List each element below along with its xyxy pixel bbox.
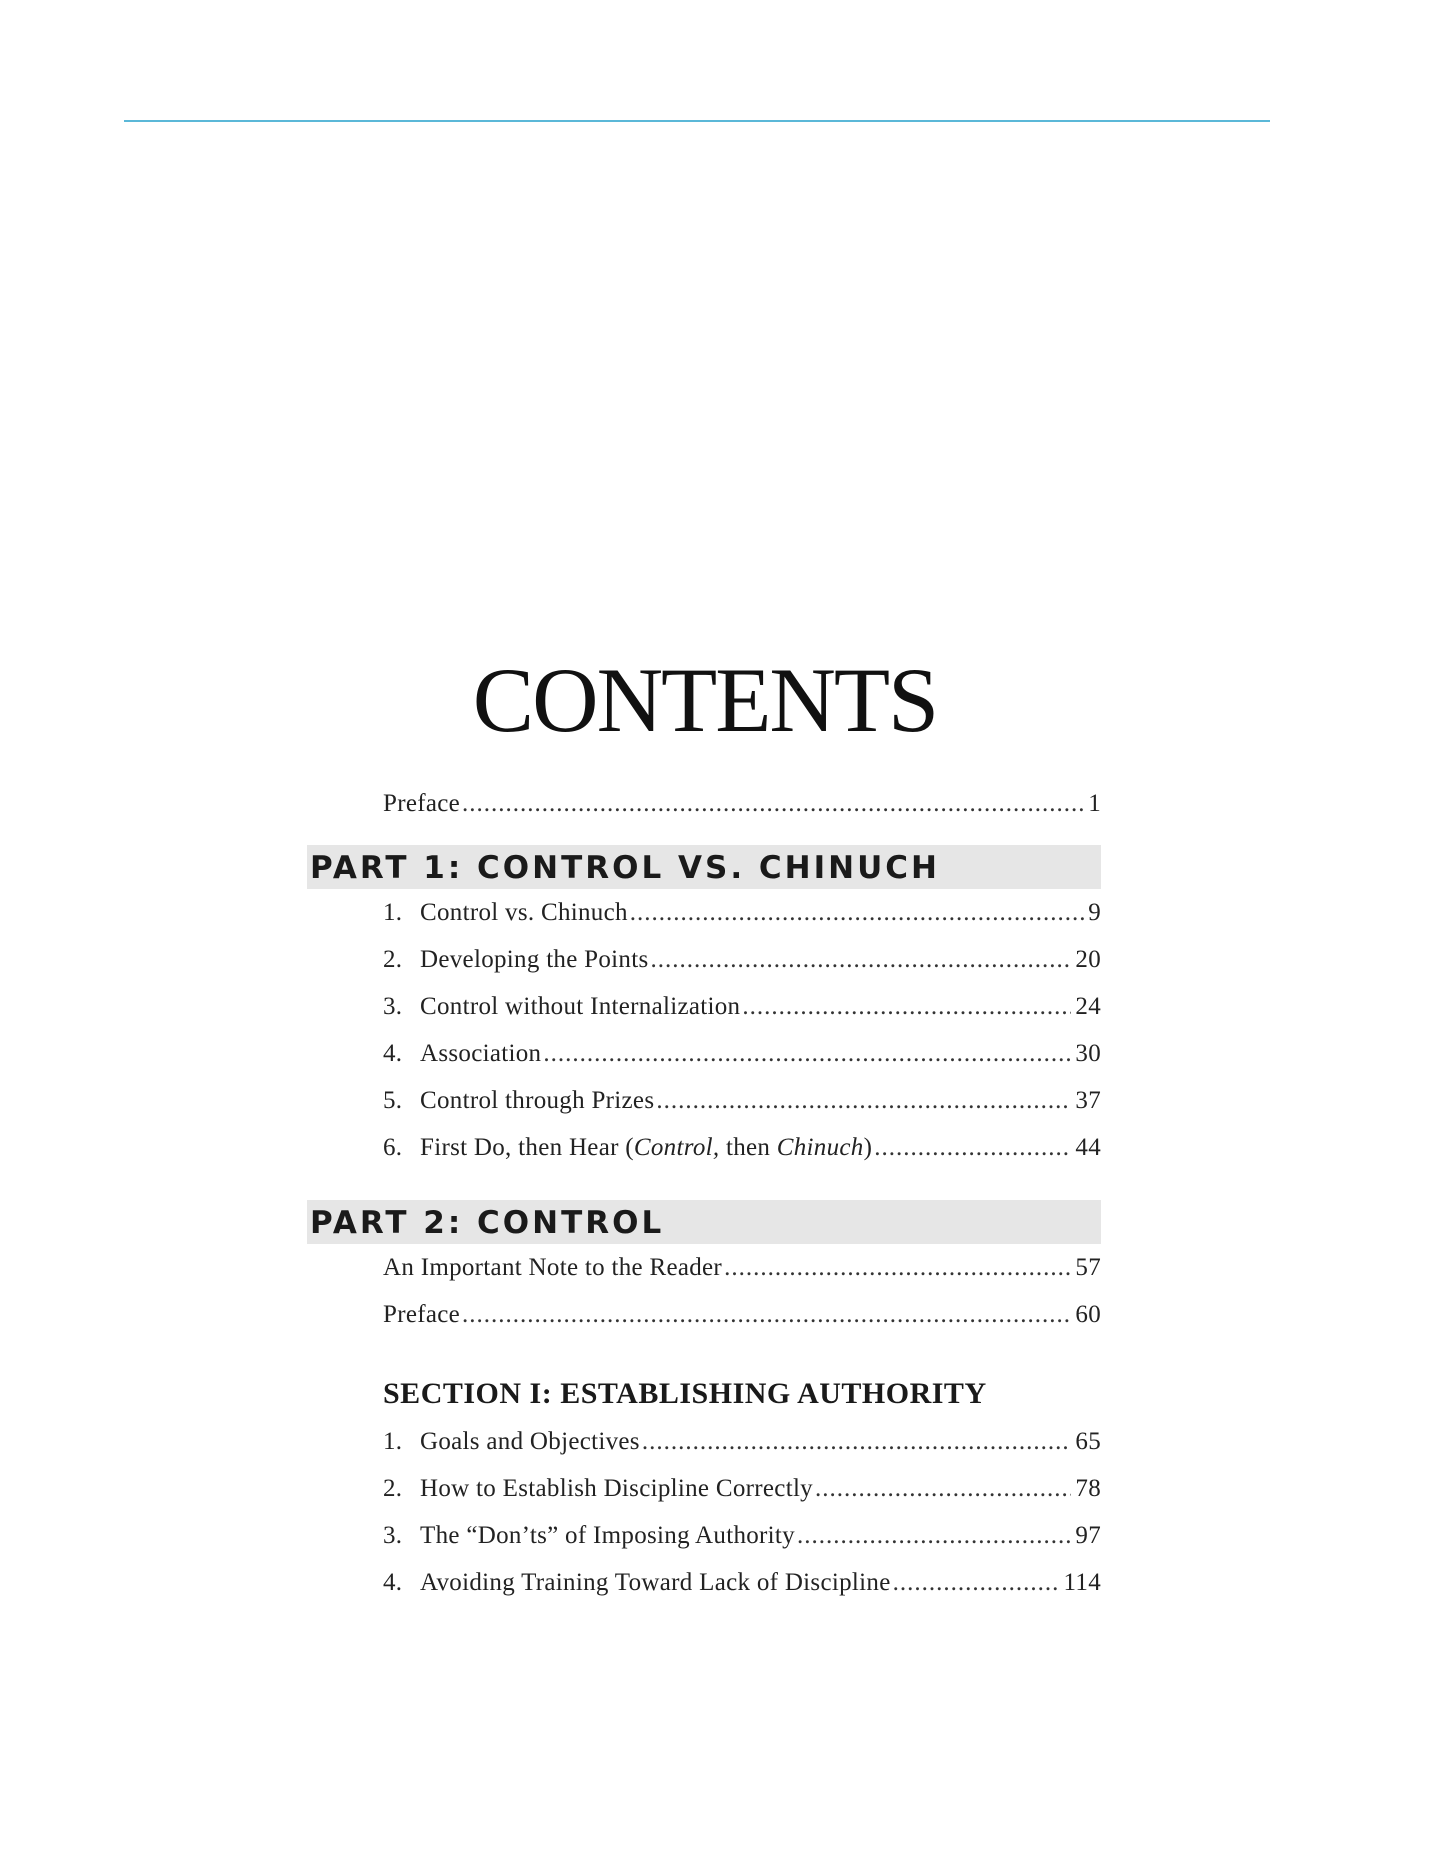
toc-entry-label: Preface [383, 790, 461, 817]
toc-entry-page: 114 [1063, 1569, 1101, 1596]
toc-entry-label: How to Establish Discipline Correctly [420, 1475, 813, 1502]
toc-entry-label: Association [420, 1040, 542, 1067]
toc-entry-page: 24 [1075, 993, 1101, 1020]
toc-entry-page: 65 [1075, 1428, 1101, 1455]
part-2-heading: PART 2: CONTROL [307, 1200, 1101, 1244]
chapter-number: 2. [383, 946, 403, 973]
dot-leader [656, 1087, 1071, 1115]
toc-entry-page: 60 [1075, 1301, 1101, 1328]
dot-leader [874, 1134, 1071, 1162]
label-italic: Control, [633, 1134, 720, 1161]
toc-entry-chapter[interactable] [307, 1134, 1101, 1181]
chapter-number: 3. [383, 993, 403, 1020]
chapter-number: 4. [383, 1569, 403, 1596]
dot-leader [893, 1569, 1060, 1597]
table-of-contents [307, 790, 1101, 1616]
toc-entry-chapter[interactable] [307, 1087, 1101, 1134]
chapter-number: 1. [383, 1428, 403, 1455]
toc-entry-page: 44 [1075, 1134, 1101, 1161]
toc-entry-page: 97 [1075, 1522, 1101, 1549]
toc-entry-chapter[interactable] [307, 1428, 1101, 1475]
toc-entry-page: 57 [1075, 1254, 1101, 1281]
toc-entry-label: The “Don’ts” of Imposing Authority [420, 1522, 795, 1549]
dot-leader [543, 1040, 1071, 1068]
toc-entry-page: 1 [1088, 790, 1101, 817]
chapter-number: 4. [383, 1040, 403, 1067]
toc-entry-label: Control through Prizes [420, 1087, 655, 1114]
toc-entry-label: Developing the Points [420, 946, 649, 973]
label-part: First Do, then Hear ( [420, 1134, 634, 1161]
top-rule [124, 120, 1270, 122]
toc-entry-page: 30 [1075, 1040, 1101, 1067]
dot-leader [724, 1254, 1071, 1282]
chapter-number: 2. [383, 1475, 403, 1502]
toc-entry-page: 20 [1075, 946, 1101, 973]
toc-entry-label: Preface [383, 1301, 461, 1328]
toc-entry-page: 37 [1075, 1087, 1101, 1114]
toc-entry-page: 9 [1088, 899, 1101, 926]
part-1-heading: PART 1: CONTROL VS. CHINUCH [307, 845, 1101, 889]
dot-leader [742, 993, 1071, 1021]
toc-entry-chapter[interactable] [307, 1522, 1101, 1569]
toc-entry-label: Goals and Objectives [420, 1428, 640, 1455]
chapter-number: 1. [383, 899, 403, 926]
label-part: ) [863, 1134, 873, 1161]
dot-leader [651, 946, 1072, 974]
toc-entry-label: Control vs. Chinuch [420, 899, 628, 926]
toc-entry-chapter[interactable] [307, 1569, 1101, 1616]
toc-entry-label: Control without Internalization [420, 993, 741, 1020]
toc-entry-chapter[interactable] [307, 946, 1101, 993]
toc-entry-front[interactable] [307, 1301, 1101, 1348]
toc-entry-label [420, 1134, 872, 1162]
dot-leader [630, 899, 1084, 927]
dot-leader [797, 1522, 1071, 1550]
dot-leader [642, 1428, 1072, 1456]
label-part: then [719, 1134, 777, 1161]
dot-leader [815, 1475, 1071, 1503]
toc-entry-page: 78 [1075, 1475, 1101, 1502]
label-italic: Chinuch [776, 1134, 864, 1161]
toc-entry-chapter[interactable] [307, 1475, 1101, 1522]
chapter-number: 6. [383, 1134, 403, 1161]
toc-entry-label: An Important Note to the Reader [383, 1254, 723, 1281]
toc-entry-chapter[interactable] [307, 899, 1101, 946]
toc-entry-chapter[interactable] [307, 1040, 1101, 1087]
page-title: CONTENTS [472, 648, 938, 751]
toc-entry-label: Avoiding Training Toward Lack of Discipline [420, 1569, 891, 1596]
dot-leader [462, 1301, 1071, 1329]
section-1-heading: SECTION I: ESTABLISHING AUTHORITY [383, 1377, 987, 1410]
toc-entry-front[interactable] [307, 1254, 1101, 1301]
toc-entry-chapter[interactable] [307, 993, 1101, 1040]
chapter-number: 3. [383, 1522, 403, 1549]
chapter-number: 5. [383, 1087, 403, 1114]
dot-leader [462, 790, 1084, 818]
toc-entry-preface[interactable] [307, 790, 1101, 837]
